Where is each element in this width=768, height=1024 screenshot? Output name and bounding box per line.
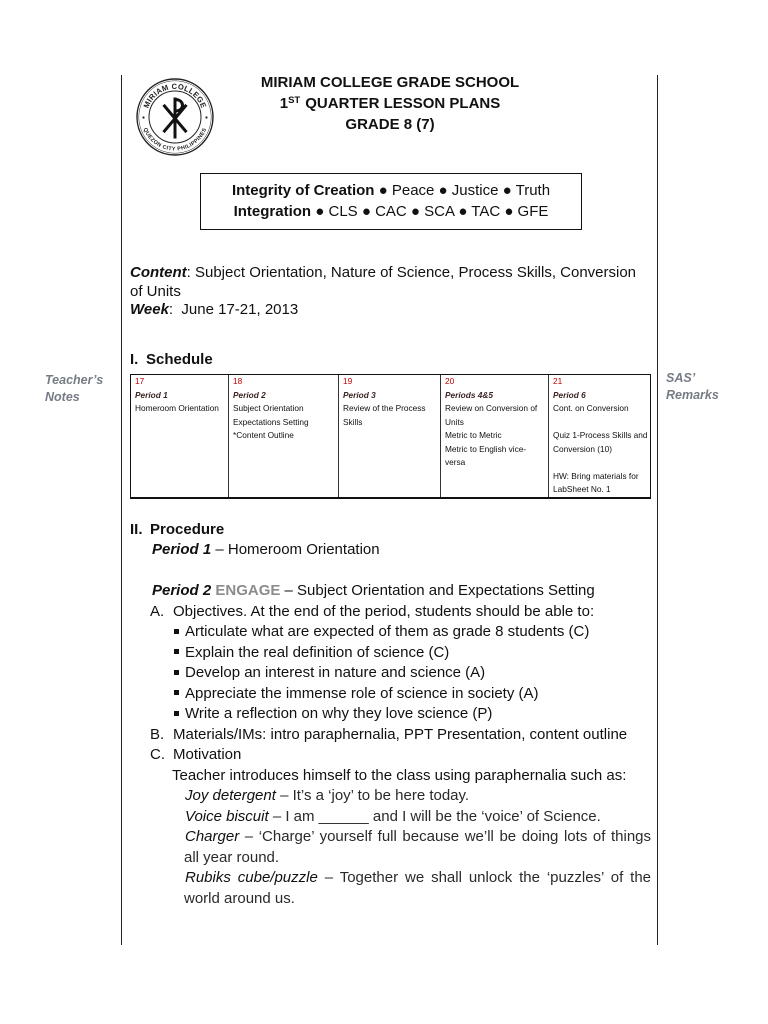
activity-line: HW: Bring materials for <box>553 470 639 481</box>
chi-rho-icon <box>165 99 186 137</box>
period-label: Period 3 <box>343 389 376 400</box>
objective-text: Develop an interest in nature and science (A) <box>185 664 486 681</box>
paraphernalia-item <box>0 786 768 807</box>
quarter-ordinal-suffix: ST <box>288 95 301 106</box>
quarter-number: 1 <box>279 95 289 112</box>
values-row-integration <box>201 201 581 222</box>
core-values-box <box>200 173 582 230</box>
objective-text: Write a reflection on why they love science (P) <box>185 705 493 722</box>
activity-line: Metric to Metric <box>445 430 502 440</box>
objective-item <box>0 643 768 664</box>
paraphernalia-description: – It’s a ‘joy’ to be here today. <box>280 787 470 804</box>
activity-line: Quiz 1-Process Skills and <box>553 430 648 440</box>
teachers-notes-margin-label <box>45 372 103 405</box>
activity-line: Subject Orientation <box>233 403 304 413</box>
procedure-heading <box>0 520 768 541</box>
activity-line: Metric to English vice- <box>445 443 527 454</box>
document-header <box>190 72 590 135</box>
activity-line: Expectations Setting <box>233 416 309 427</box>
bullet-icon <box>174 649 179 654</box>
quarter-title-text: QUARTER LESSON PLANS <box>305 95 501 112</box>
procedure-section <box>0 520 768 910</box>
values-row-label: Integrity of Creation <box>231 182 375 199</box>
content-text: : Subject Orientation, Nature of Science, Process Skills, Conversion <box>186 264 637 281</box>
activity-line: Review of the Process <box>343 403 426 413</box>
paraphernalia-description: – ‘Charge’ yourself full because we’ll be doing lots of things <box>244 828 651 845</box>
activity-block <box>343 402 440 429</box>
bullet-icon <box>174 670 179 675</box>
values-row-items: ● CLS ● CAC ● SCA ● TAC ● GFE <box>315 203 549 220</box>
quarter-title <box>190 93 590 114</box>
phase-label: ENGAGE <box>215 582 281 599</box>
schedule-day-cell <box>549 375 650 497</box>
activity-block <box>233 402 338 443</box>
activity-line: Conversion (10) <box>553 443 613 454</box>
activity-line: *Content Outline <box>233 430 294 440</box>
paraphernalia-item <box>0 807 768 828</box>
schedule-day-cell <box>131 375 229 497</box>
paraphernalia-name: Rubiks cube/puzzle <box>185 869 318 886</box>
period-label: Periods 4&5 <box>445 389 493 400</box>
objective-text: Explain the real definition of science (C) <box>185 643 450 661</box>
objective-item <box>0 663 768 684</box>
day-number: 17 <box>135 376 145 386</box>
bullet-icon <box>174 711 179 716</box>
seal-bottom-text-path: QUEZON CITY PHILIPPINES <box>141 127 209 153</box>
period-2-line <box>0 581 768 602</box>
motivation-intro: Teacher introduces himself to the class using paraphernalia such as: <box>172 766 627 784</box>
paraphernalia-description-continued: all year round. <box>184 848 280 866</box>
lesson-overview <box>130 264 636 320</box>
activity-block <box>553 402 650 416</box>
week-line <box>130 301 636 320</box>
motivation-line <box>0 745 768 766</box>
seal-top-text-path: MIRIAM COLLEGE <box>141 81 209 110</box>
paraphernalia-description: – Together we shall unlock the ‘puzzles’ of the <box>324 869 651 886</box>
materials-text: Materials/IMs: intro paraphernalia, PPT Presentation, content outline <box>173 725 628 743</box>
schedule-table <box>130 374 651 499</box>
week-label: Week <box>130 301 169 318</box>
day-number: 18 <box>233 376 243 386</box>
activity-block <box>553 429 650 456</box>
seal-left-dot <box>142 116 144 118</box>
period-label: Period 1 <box>152 541 212 558</box>
paraphernalia-description: – I am ______ and I will be the ‘voice’ of Science. <box>272 807 601 825</box>
section-title: Procedure <box>150 520 225 538</box>
content-line <box>130 264 636 283</box>
period-description: – Subject Orientation and Expectations Setting <box>284 582 595 599</box>
section-number: I. <box>130 350 139 368</box>
paraphernalia-item <box>0 868 651 889</box>
objective-text: Appreciate the immense role of science in society (A) <box>185 684 539 702</box>
list-letter: A. <box>150 602 165 620</box>
margin-label-line: Remarks <box>666 387 719 402</box>
period-label: Period 1 <box>135 389 168 400</box>
objective-item <box>0 684 768 705</box>
activity-line: Cont. on Conversion <box>553 403 629 413</box>
values-row-items: ● Peace ● Justice ● Truth <box>378 182 551 199</box>
margin-label-line: Notes <box>45 389 80 404</box>
activity-block <box>445 402 548 470</box>
paraphernalia-item <box>0 827 651 848</box>
list-letter: C. <box>150 746 165 763</box>
bullet-icon <box>174 690 179 695</box>
objectives-line <box>0 602 768 623</box>
schedule-day-cell <box>229 375 339 497</box>
grade-level: GRADE 8 (7) <box>345 116 435 133</box>
schedule-heading <box>130 350 213 371</box>
schedule-day-cell <box>441 375 549 497</box>
paraphernalia-name: Charger <box>185 828 240 845</box>
activity-block <box>135 402 228 416</box>
period-description: – Homeroom Orientation <box>215 541 380 558</box>
activity-line: Units <box>445 416 464 427</box>
margin-label-line: SAS’ <box>666 371 696 385</box>
day-number: 19 <box>343 376 353 386</box>
objectives-text: Objectives. At the end of the period, students should be able to: <box>173 602 595 620</box>
sas-remarks-margin-label <box>666 370 719 403</box>
content-label: Content <box>130 264 187 281</box>
period-label: Period 2 <box>233 389 266 400</box>
day-number: 21 <box>553 376 563 386</box>
period-label: Period 2 <box>152 582 212 599</box>
bullet-icon <box>174 629 179 634</box>
section-number: II. <box>130 520 143 538</box>
period-1-line <box>0 540 768 561</box>
activity-line: LabSheet No. 1 <box>553 484 611 494</box>
week-value: : June 17-21, 2013 <box>168 301 299 318</box>
objective-text: Articulate what are expected of them as grade 8 students (C) <box>185 623 590 640</box>
paraphernalia-description-continued: world around us. <box>184 889 295 907</box>
activity-line: Review on Conversion of <box>445 403 538 413</box>
objective-item <box>0 622 768 643</box>
list-letter: B. <box>150 725 165 743</box>
activity-line: Skills <box>343 416 363 427</box>
period-label: Period 6 <box>553 389 586 400</box>
content-text-continued: of Units <box>130 282 181 300</box>
activity-line: Homeroom Orientation <box>135 403 219 413</box>
materials-line <box>0 725 768 746</box>
schedule-day-cell <box>339 375 441 497</box>
section-title: Schedule <box>146 350 213 368</box>
motivation-text: Motivation <box>173 746 242 763</box>
paraphernalia-name: Voice biscuit <box>185 807 269 825</box>
activity-line: versa <box>445 457 466 467</box>
values-row-integrity <box>201 180 581 201</box>
paraphernalia-name: Joy detergent <box>185 787 276 804</box>
school-name: MIRIAM COLLEGE GRADE SCHOOL <box>260 74 520 91</box>
objective-item <box>0 704 768 725</box>
margin-label-line: Teacher’s <box>45 373 104 387</box>
values-row-label: Integration <box>233 203 312 220</box>
activity-block <box>553 470 650 497</box>
day-number: 20 <box>445 376 455 386</box>
